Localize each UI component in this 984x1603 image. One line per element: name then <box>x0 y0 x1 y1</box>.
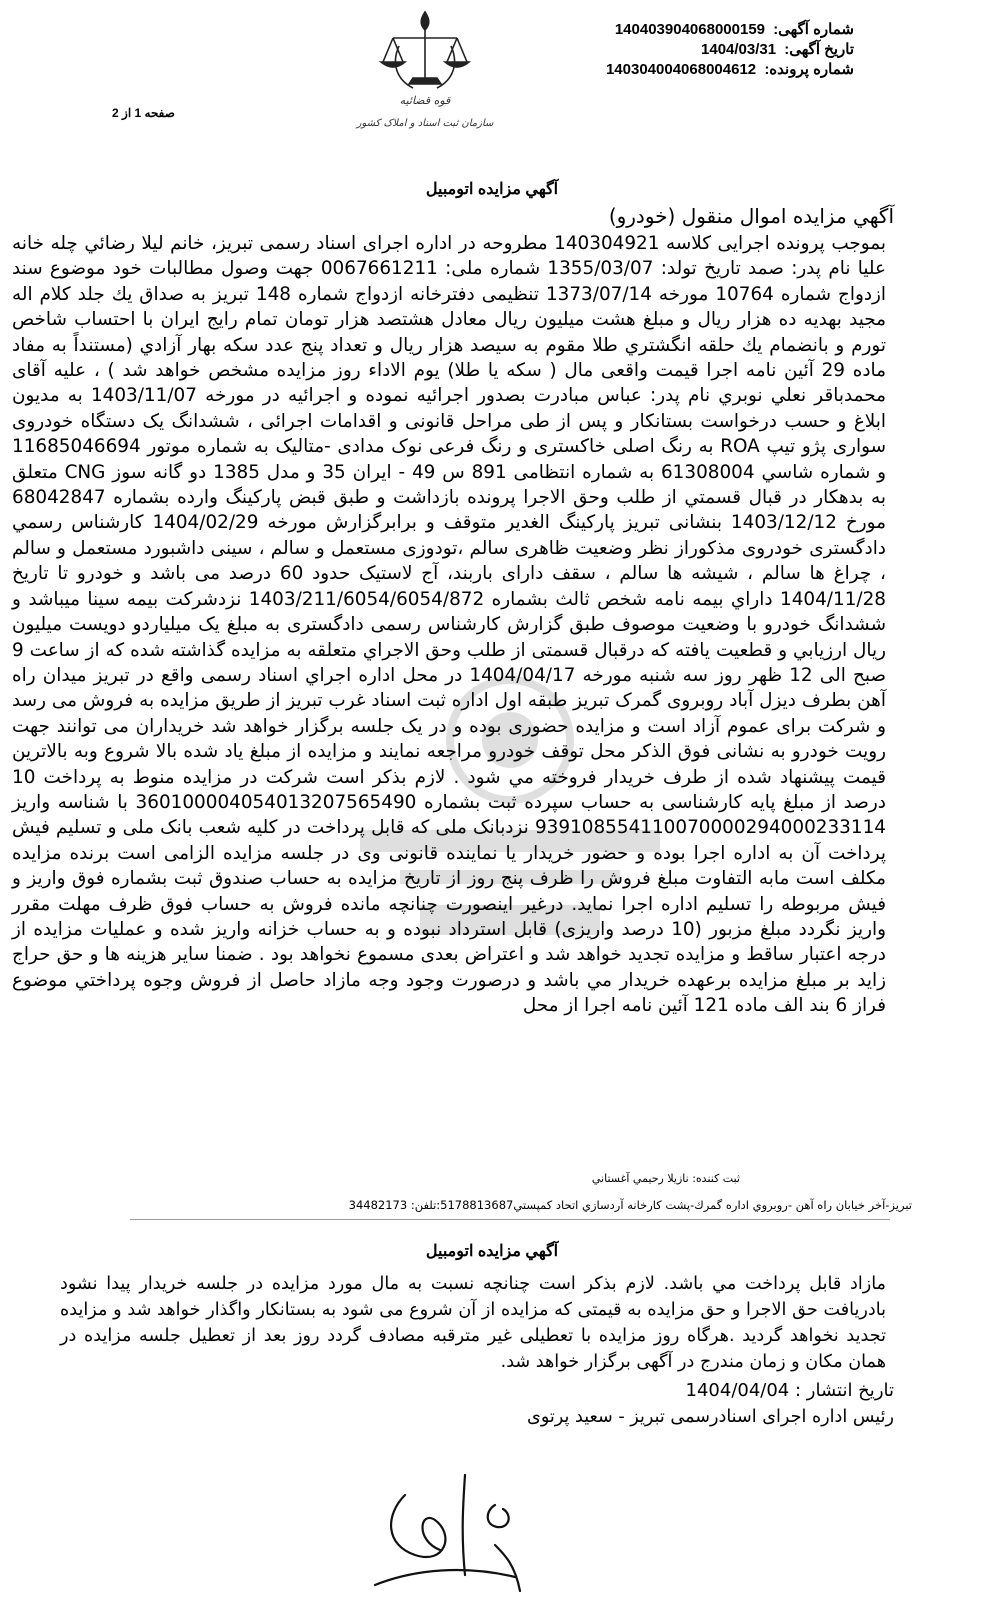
divider <box>130 1219 890 1220</box>
case-number-label: شماره پرونده: <box>764 61 854 78</box>
publish-date: 1404/04/04 <box>685 1380 790 1401</box>
registration-org-text: سازمان ثبت اسناد و املاک کشور <box>356 118 494 129</box>
notice-continuation: مازاد قابل پرداخت مي باشد. لازم بذكر است چنانچه نسبت به مال مورد مزايده در جلسه خريدار پيدا نشود بادريافت حق الاجرا و حق مزايده به قيمتی كه مزايده از آن شروع می شود به بستانكار واگذار خواهد شد و مزايده تجديد نخواهد گرديد .هرگاه روز مزايده با تعطيلی غير مترقبه مصادف گردد روز بعد از تعطيل جلسه مزايده در همان مكان و زمان مندرج در آگهی برگزار خواهد شد. <box>60 1274 886 1372</box>
office-address-text: تبريز-آخر خيابان راه آهن -روبروي اداره گمرك-پشت كارخانه آردسازي اتحاد كمپستي5178813687:تلفن: 34482173 <box>348 1198 912 1212</box>
judiciary-text: قوه قضائیه <box>399 94 451 107</box>
office-address <box>0 1198 984 1212</box>
page-title: آگهي مزايده اتومبيل <box>425 181 559 198</box>
ad-metadata <box>554 20 854 80</box>
notice-subtitle: آگهي مزايده اموال منقول (خودرو) <box>608 204 894 228</box>
handwritten-signature <box>345 1465 545 1599</box>
page-indicator: صفحه 1 از 2 <box>112 106 175 120</box>
registrar-name: ثبت كننده: نازيلا رحيمي آغستاني <box>591 1172 740 1185</box>
publish-date-line <box>686 1380 894 1401</box>
ad-date-label: تاریخ آگهی: <box>784 41 854 58</box>
judiciary-emblem-logo <box>345 4 505 134</box>
head-signature-line: رئيس اداره اجرای اسنادرسمی تبريز - سعيد پرتوی <box>527 1407 894 1427</box>
case-number: 14030400406800461‎2 <box>605 61 757 78</box>
ad-date-row <box>554 40 854 60</box>
notice-body: بموجب پرونده اجرايی کلاسه 140304921 مطروحه در اداره اجرای اسناد رسمی تبريز، خانم ليلا رضائي چله خانه عليا نام پدر: صمد تاريخ تولد: 1355/03/07 شماره ملی: 0067661211 جهت وصول مطالبات خود موضوع سند ازدواج شماره 10764 مورخه 1373/07/14 تنظيمی دفترخانه ازدواج شماره 148 تبريز به صداق يك جلد كلام اله مجيد بهديه ده هزار ريال و مبلغ هشت ميليون ريال معادل هشتصد هزار تومان تمام رايج ايران با احتساب شاخص تورم و بانضمام يك حلقه انگشتري طلا مقوم به سيصد هزار ريال و تعداد پنج عدد سكه بهار آزادي (مستنداً به مفاد ماده 29 آئين نامه اجرا قيمت واقعی مال ( سكه يا طلا) يوم الاداء روز مزايده مشخص خواهد شد ) ، عليه آقای محمدباقر نعلي نوبري نام پدر: عباس مبادرت بصدور اجرائيه نموده و اجرائيه در مورخه 1403/11/07 به مديون ابلاغ و حسب درخواست بستانكار و پس از طی مراحل قانونی و اقدامات اجرائی ، ششدانگ يک دستگاه خودروی سواری پژو تيپ ROA به رنگ اصلی خاكستری و رنگ فرعی نوک مدادی -متاليک به شماره موتور 11685046694 و شماره شاسي 61308004 به شماره انتظامی 891 س 49 - ايران 35 و مدل 1385 دو گانه سوز CNG متعلق به بدهكار در قبال قسمتي از طلب وحق الاجرا پرونده بازداشت و طبق قبض پاركينگ وارده بشماره 68042847 مورخ 1403/12/12 بنشانی تبريز پاركينگ الغدير متوقف و برابرگزارش مورخه 1404/02/29 كارشناس رسمي دادگستری خودروی مذکوراز نظر وضعيت ظاهری سالم ،تودوزی مستعمل و سالم ، سينی داشبورد مستعمل و سالم ، چراغ ها سالم ، شيشه ها سالم ، سقف دارای باربند، آج لاستيک حدود 60 درصد می باشد و خودرو تا تاريخ 1404/11/28 داراي بيمه نامه شخص ثالث بشماره 1403/211/6054/6054/872 نزدشرکت بيمه سينا ميباشد و ششدانگ خودرو با وضعيت موصوف طبق گزارش كارشناس رسمی دادگستری به مبلغ يک ميلياردو دويست ميليون ريال ارزيابي و قطعيت يافته كه درقبال قسمتی از طلب وحق الاجراي متعلقه به مزايده گذاشته شده كه از ساعت 9 صبح الی 12 ظهر روز سه شنبه مورخه 1404/04/17 در محل اداره اجراي اسناد رسمی واقع در تبريز ميدان راه آهن بطرف ديزل آباد روبروی گمرک تبريز طبقه اول اداره ثبت اسناد غرب تبريز از طريق مزايده به فروش می رسد و شركت برای عموم آزاد است و مزايده حضوری بوده و در يک جلسه برگزار خواهد شد خريداران می توانند جهت رويت خودرو به نشانی فوق الذكر محل توقف خودرو مراجعه نمايند و مزايده از مبلغ ياد شده بالا شروع وبه بالاترين قيمت پيشنهاد شده از طرف خريدار فروخته مي شود . لازم بذكر است شركت در مزايده منوط به پرداخت 10 درصد از مبلغ پايه كارشناسی به حساب سپرده ثبت بشماره 3601000040540132075654‎90 با شناسه واريز 939108554110070000294000233114 نزدبانک ملی كه قابل پرداخت در كليه شعب بانک ملی و تسليم فيش پرداخت آن به اداره اجرا بوده و حضور خريدار يا نماينده قانونی وی در جلسه مزايده الزامی است برنده مزايده مكلف است مابه التفاوت مبلغ فروش را ظرف پنج روز از تاريخ مزايده به حساب صندوق ثبت بشماره فوق واريز و فيش مربوطه را تسليم اداره اجرا نمايد. درغير اينصورت چنانچه مانده فروش به حساب فوق ظرف مهلت مقرر واريز نگردد مبلغ مزبور (10 درصد واريزی) قابل استرداد نبوده و به حساب خزانه واريز شده و عمليات مزايده از درجه اعتبار ساقط و مزايده تجديد خواهد شد و اعتراض بعدی مسموع نخواهد بود . ضمنا ساير هزينه ها و حق حراج زايد بر مبلغ مزايده برعهده خريدار مي باشد و درصورت وجود وجه مازاد حاصل از فروش وجوه پرداختي موضوع فراز 6 بند الف ماده 121 آئين نامه اجرا از محل <box>12 233 887 1017</box>
ad-number: 140403904068000159 <box>614 21 766 38</box>
scales-of-justice-icon <box>345 4 505 134</box>
case-number-row <box>554 60 854 80</box>
ad-date: 1404/03/31 <box>701 41 777 58</box>
ad-number-label: شماره آگهی: <box>773 21 854 38</box>
ad-number-row <box>554 20 854 40</box>
publish-date-label: تاريخ انتشار : <box>795 1380 894 1401</box>
repeated-title: آگهي مزايده اتومبيل <box>425 1243 559 1260</box>
